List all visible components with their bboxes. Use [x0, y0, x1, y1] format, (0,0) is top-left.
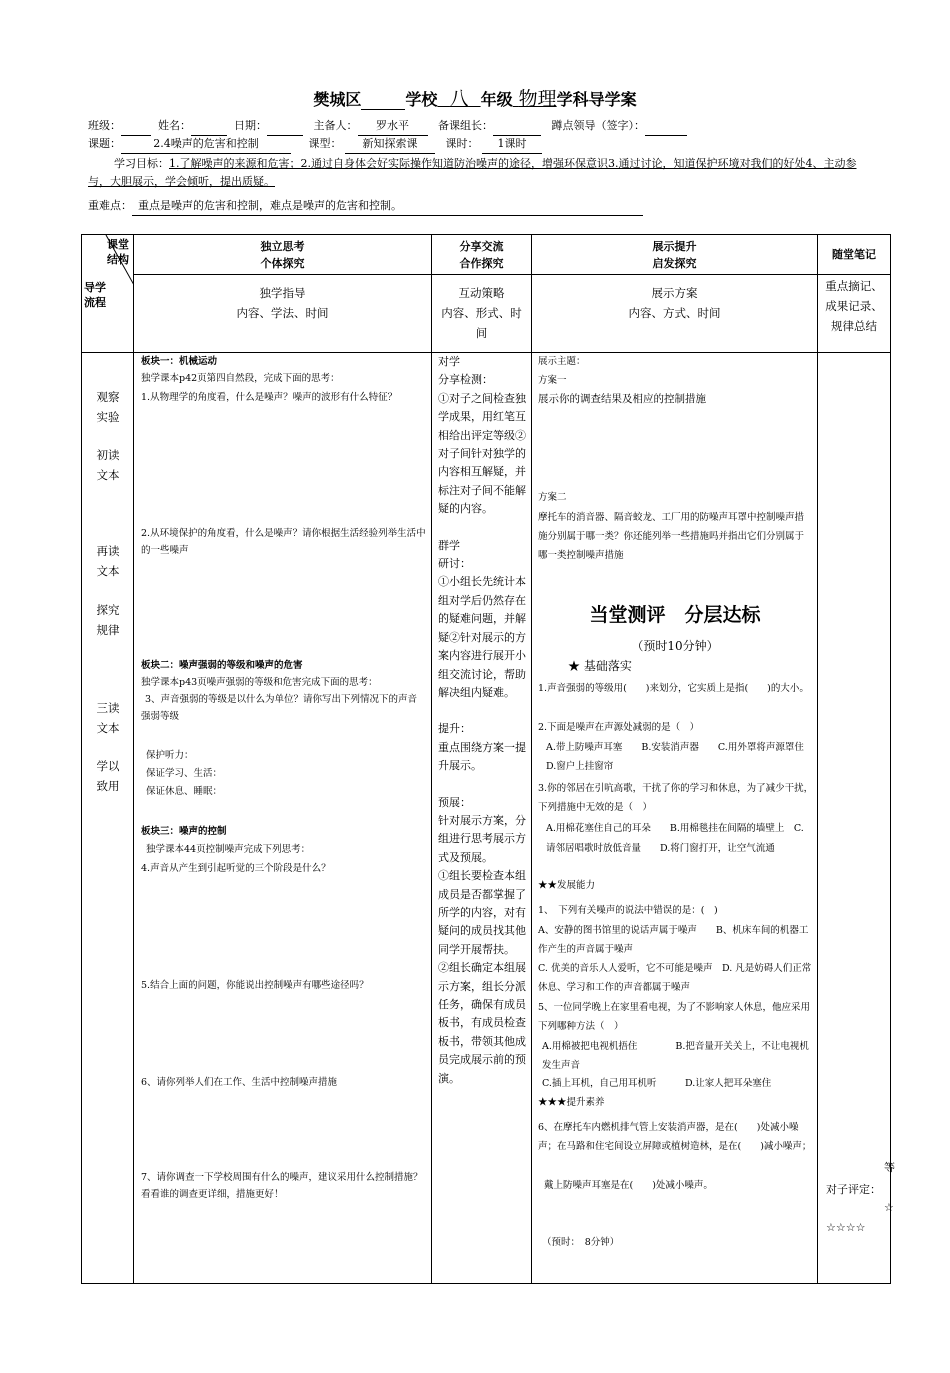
page-title: 樊城区 学校 八 年级 物理学科导学案 — [313, 88, 637, 110]
exercise-4: 1、 下列有关噪声的说法中错误的是：( ) — [538, 905, 718, 916]
leader-check: ①组长要检查本组成员是否都掌握了所学的内容，对有疑问的成员找其他同学开展帮扶。 — [438, 869, 526, 956]
plan-2: 方案二 — [538, 492, 567, 503]
step-observe: 观察实验 — [96, 390, 120, 424]
rating-stars: ☆☆☆☆ — [826, 1221, 866, 1234]
question-1: 1.从物理学的角度看，什么是噪声？噪声的波形有什么特征？ — [141, 392, 398, 403]
col3-body: 展示主题： 方案一 展示你的调查结果及相应的控制措施 方案二 摩托车的消音器、隔音蛟龙、工厂用的防噪声耳罩中控制噪声措施分别属于哪一类？你还能列举一些措施吗并指出它们分别属于哪一类控制噪声措施 当堂测评 分层达标 （预时10分钟） ★ 基础落实 1.声音强弱的等级用( )来划分，它实质上是指( )的大小。 2.下面是噪声在声源处减弱的是（ ） A.带上防噪声耳塞 B.安装消声器 C.用外罩将声源罩住 D.窗户上挂窗帘 3.你的邻居在引吭高歌，干扰了你的学习和休息，为了减少干扰，下列措施中无效的是（ ） A.用棉花塞住自己的耳朵 B.用棉毯挂在间隔的墙壁上 C.请邻居唱歌时放低音量 D.将门窗打开，让空气流通 ★★发展能力 1、 下列有关噪声的说法中错误的是：( ) A、安静的图书馆里的说话声属于噪声 B、机床车间的机器工作产生的声音属于噪声 C. 优美的音乐人人爱听，它不可能是噪声 D. 凡是妨碍人们正常休息、学习和工作的声音都属于噪声 5、一位同学晚上在家里看电视，为了不影响家人休息，他应采用下列哪种方法（ ） A.用棉被把电视机捂住 B.把音量开关关上，不让电视机发生声音 C.插上耳机，自己用耳机听 D.让家人把耳朵塞住 ★★★提升素养 6、在摩托车内燃机排气管上安装消声器，是在( )处减小噪声；在马路和住宅间设立屏障或植树造林，是在( )减小噪声； 戴上防噪声耳塞是在( )处减小噪声。 （预时： 8分钟） — [532, 353, 818, 1284]
lesson-table — [81, 234, 895, 1284]
exercise-3: 3.你的邻居在引吭高歌，干扰了你的学习和休息，为了减少干扰，下列措施中无效的是（ ） — [538, 783, 814, 813]
question-5: 5.结合上面的问题，你能说出控制噪声有哪些途径吗？ — [141, 980, 369, 991]
preparer: 罗水平 — [358, 117, 428, 136]
exercise-2: 2.下面是噪声在声源处减弱的是（ ） — [538, 722, 700, 733]
question-6: 6、请你列举人们在工作、生活中控制噪声措施 — [141, 1077, 338, 1088]
question-4: 4.声音从产生到引起听觉的三个阶段是什么？ — [141, 863, 331, 874]
school-blank — [361, 90, 405, 110]
meta-line-1: 班级： 姓名： 日期： 主备人： 罗水平 备课组长： 蹲点领导（签字）： — [88, 117, 687, 136]
col1-body: 板块一：机械运动 独学课本p42页第四自然段，完成下面的思考： 1.从物理学的角度看，什么是噪声？噪声的波形有什么特征？ 2.从环境保护的角度看，什么是噪声？请你根据生活经验列举生活中的一些噪声 板块二：噪声强弱的等级和噪声的危害 独学课本p43页噪声强弱的等级和危害完成下面的思考： 3、声音强弱的等级是以什么为单位？请你写出下列情况下的声音强弱等级 保护听力： 保证学习、生活： 保证休息、睡眠： 板块三：噪声的控制 独学课本44页控制噪声完成下列思考： 4.声音从产生到引起听觉的三个阶段是什么？ 5.结合上面的问题，你能说出控制噪声有哪些途径吗？ 6、请你列举人们在工作、生活中控制噪声措施 7、请你调查一下学校周围有什么的噪声，建议采用什么控制措施？看看谁的调查更详细，措施更好！ — [134, 353, 432, 1284]
col4-sub: 重点摘记、成果记录、规律总结 — [818, 275, 891, 353]
grade-value: 八 — [449, 88, 469, 110]
col1-sub: 独学指导 内容、学法、时间 — [134, 275, 432, 353]
meta-line-2: 课题： 2.4噪声的危害和控制 课型： 新知探索课 课时： 1课时 — [88, 135, 542, 154]
exercise-1: 1.声音强弱的等级用( )来划分，它实质上是指( )的大小。 — [538, 683, 809, 694]
basic-level: ★ 基础落实 — [568, 659, 632, 673]
plan-1: 方案一 — [538, 375, 567, 386]
block3-title: 板块三：噪声的控制 — [141, 826, 227, 837]
subject-value: 物理 — [518, 88, 557, 110]
block2-title: 板块二：噪声强弱的等级和噪声的危害 — [141, 660, 303, 671]
step-apply: 学以致用 — [96, 759, 120, 793]
col3-header: 展示提升 启发探究 — [532, 235, 818, 275]
col4-body: 等 对子评定： ☆ ☆☆☆☆ — [818, 353, 891, 1284]
lesson-type: 新知探索课 — [345, 135, 435, 154]
col2-sub: 互动策略 内容、形式、时间 — [432, 275, 532, 353]
topic: 2.4噪声的危害和控制 — [121, 135, 291, 154]
step-third-read: 三读文本 — [96, 701, 120, 735]
learning-goals: 学习目标：1.了解噪声的来源和危害；2.通过自身体会好实际操作知道防治噪声的途径，增强环保意识3.通过讨论，知道保护环境对我们的好处4、主动参与，大胆展示，学会倾听，提出质疑。 — [88, 157, 857, 188]
question-2: 2.从环境保护的角度看，什么是噪声？请你根据生活经验列举生活中的一些噪声 — [141, 528, 426, 556]
exercise-5: 5、一位同学晚上在家里看电视，为了不影响家人休息，他应采用下列哪种方法（ ） — [538, 1002, 811, 1032]
district: 樊城区 — [313, 90, 362, 109]
col2-header: 分享交流 合作探究 — [432, 235, 532, 275]
raise-level: ★★★提升素养 — [538, 1097, 605, 1108]
develop-level: ★★发展能力 — [538, 880, 596, 891]
exercise-6: 6、在摩托车内燃机排气管上安装消声器，是在( )处减小噪声；在马路和住宅间设立屏障或植树造林，是在( )减小噪声； — [538, 1122, 812, 1152]
eval-title: 当堂测评 分层达标 — [589, 604, 761, 626]
block1-title: 板块一：机械运动 — [141, 356, 218, 367]
leader-plan: ②组长确定本组展示方案，组长分派任务，确保有成员板书，有成员检查板书，带领其他成员完成展示前的预演。 — [438, 961, 526, 1085]
col3-sub: 展示方案 内容、方式、时间 — [532, 275, 818, 353]
step-first-read: 初读文本 — [96, 448, 120, 482]
col2-body: 对学 分享检测： ①对子之间检查独学成果，用红笔互相给出评定等级②对子间针对独学的内容相互解疑，并标注对子间不能解疑的内容。 群学 研讨： ①小组长先统计本组对学后仍然存在的疑难问题，并解疑②针对展示的方案内容进行展开小组交流讨论，帮助解决组内疑难。 提升： 重点围绕方案一提升展示。 预展： 针对展示方案，分组进行思考展示方式及预展。 ①组长要检查本组成员是否都掌握了所学的内容，对有疑问的成员找其他同学开展帮扶。 ②组长确定本组展示方案，组长分派任务，确保有成员板书，有成员检查板书，带领其他成员完成展示前的预演。 — [432, 353, 532, 1284]
pair-evaluation: 对子评定： — [826, 1183, 881, 1196]
corner-cell: 课堂结构 导学流程 — [82, 235, 134, 353]
question-3: 3、声音强弱的等级是以什么为单位？请你写出下列情况下的声音强弱等级 — [141, 694, 418, 722]
col4-header: 随堂笔记 — [818, 235, 891, 275]
question-7: 7、请你调查一下学校周围有什么的噪声，建议采用什么控制措施？看看谁的调查更详细，措施更好！ — [141, 1172, 423, 1200]
lesson-hours: 1课时 — [482, 135, 542, 154]
key-points: 重难点： 重点是噪声的危害和控制，难点是噪声的危害和控制。 — [88, 197, 643, 216]
step-explore: 探究规律 — [96, 603, 120, 637]
group-discussion: ①小组长先统计本组对学后仍然存在的疑难问题，并解疑②针对展示的方案内容进行展开小组交流讨论，帮助解决组内疑难。 — [438, 575, 526, 699]
pair-check: ①对子之间检查独学成果，用红笔互相给出评定等级②对子间针对独学的内容相互解疑，并标注对子间不能解疑的内容。 — [438, 391, 526, 516]
steps-column — [82, 353, 134, 1284]
step-second-read: 再读文本 — [96, 544, 120, 578]
col1-header: 独立思考 个体探究 — [134, 235, 432, 275]
